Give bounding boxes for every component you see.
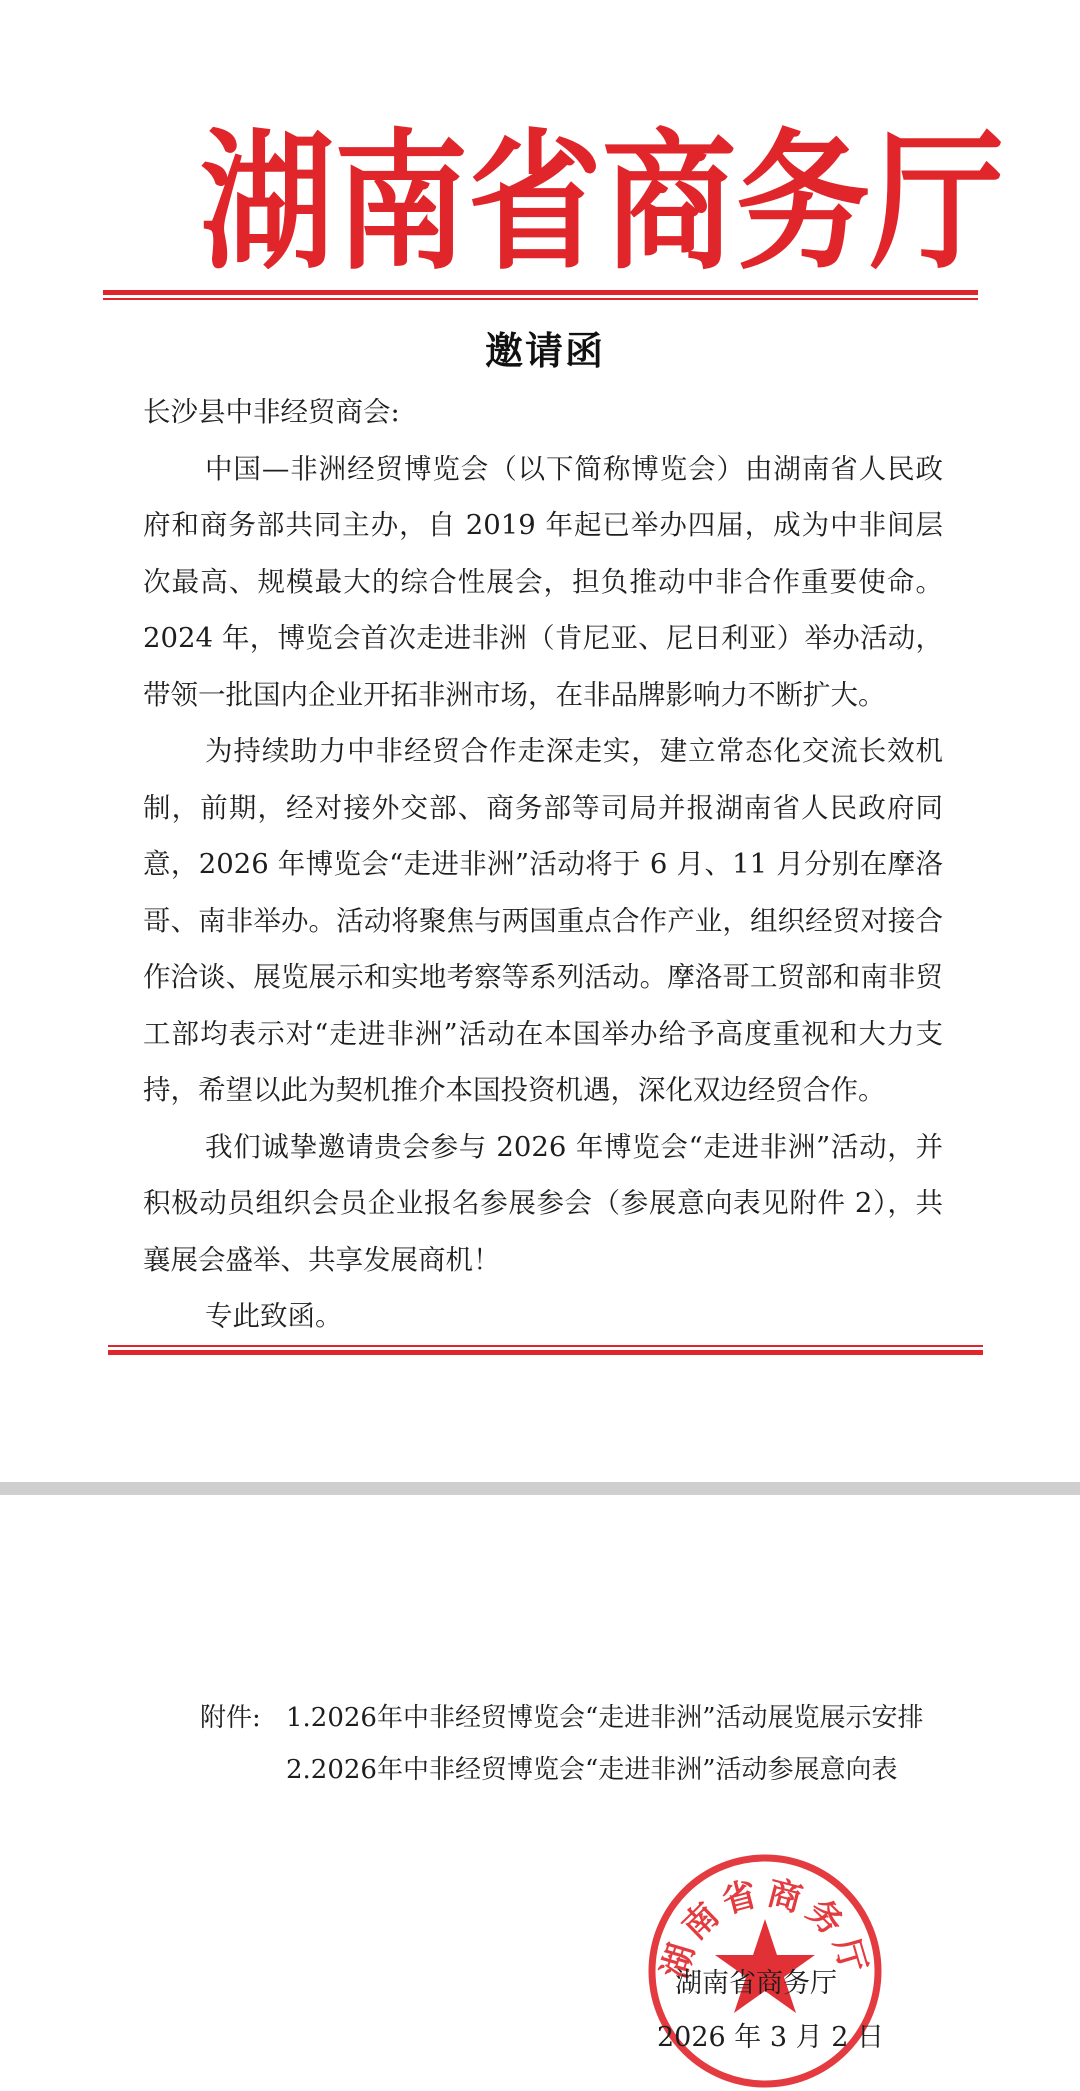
svg-text:湖南省商务厅: 湖南省商务厅 bbox=[654, 1872, 876, 1984]
footer-rule-thick bbox=[108, 1350, 983, 1355]
closing-line: 专此致函。 bbox=[205, 1300, 343, 1332]
letterhead bbox=[200, 115, 1005, 291]
attachment-item: 1.2026年中非经贸博览会“走进非洲”活动展览展示安排 bbox=[286, 1703, 924, 1733]
letterhead-char: 省 bbox=[468, 115, 603, 291]
body-paragraph: 中国—非洲经贸博览会（以下简称博览会）由湖南省人民政府和商务部共同主办，自 2019 年起已举办四届，成为中非间层次最高、规模最大的综合性展会，担负推动中非合作重要使命。2024 年，博览会首次走进非洲（肯尼亚、尼日利亚）举办活动，带领一批国内企业开拓非洲市场，在非品牌影响力不断扩大。 bbox=[143, 452, 943, 711]
header-rule-thin bbox=[103, 298, 978, 300]
letterhead-char: 厅 bbox=[870, 115, 1005, 291]
letterhead-char: 南 bbox=[334, 115, 469, 291]
body-paragraph: 为持续助力中非经贸合作走深走实，建立常态化交流长效机制，前期，经对接外交部、商务部等司局并报湖南省人民政府同意，2026 年博览会“走进非洲”活动将于 6 月、11 月分别在摩洛哥、南非举办。活动将聚焦与两国重点合作产业，组织经贸对接合作洽谈、展览展示和实地考察等系列活动。摩洛哥工贸部和南非贸工部均表示对“走进非洲”活动在本国举办给予高度重视和大力支持，希望以此为契机推介本国投资机遇，深化双边经贸合作。 bbox=[143, 735, 943, 1106]
attachments-label: 附件: bbox=[200, 1703, 261, 1733]
letter-body bbox=[143, 384, 943, 1345]
footer-rule-thin bbox=[108, 1345, 983, 1347]
issuer-name: 湖南省商务厅 bbox=[675, 1968, 837, 1999]
body-paragraph: 我们诚挚邀请贵会参与 2026 年博览会“走进非洲”活动，并积极动员组织会员企业报名参展参会（参展意向表见附件 2），共襄展会盛举、共享发展商机！ bbox=[143, 1130, 943, 1276]
header-rule-thick bbox=[103, 290, 978, 295]
document-title: 邀请函 bbox=[484, 329, 605, 373]
attachment-item: 2.2026年中非经贸博览会“走进非洲”活动参展意向表 bbox=[286, 1755, 898, 1785]
issue-date: 2026 年 3 月 2 日 bbox=[657, 2022, 884, 2053]
letterhead-char: 务 bbox=[736, 115, 871, 291]
salutation: 长沙县中非经贸商会: bbox=[143, 396, 400, 428]
letterhead-char: 湖 bbox=[200, 115, 335, 291]
page-separator bbox=[0, 1482, 1080, 1495]
letterhead-char: 商 bbox=[602, 115, 737, 291]
